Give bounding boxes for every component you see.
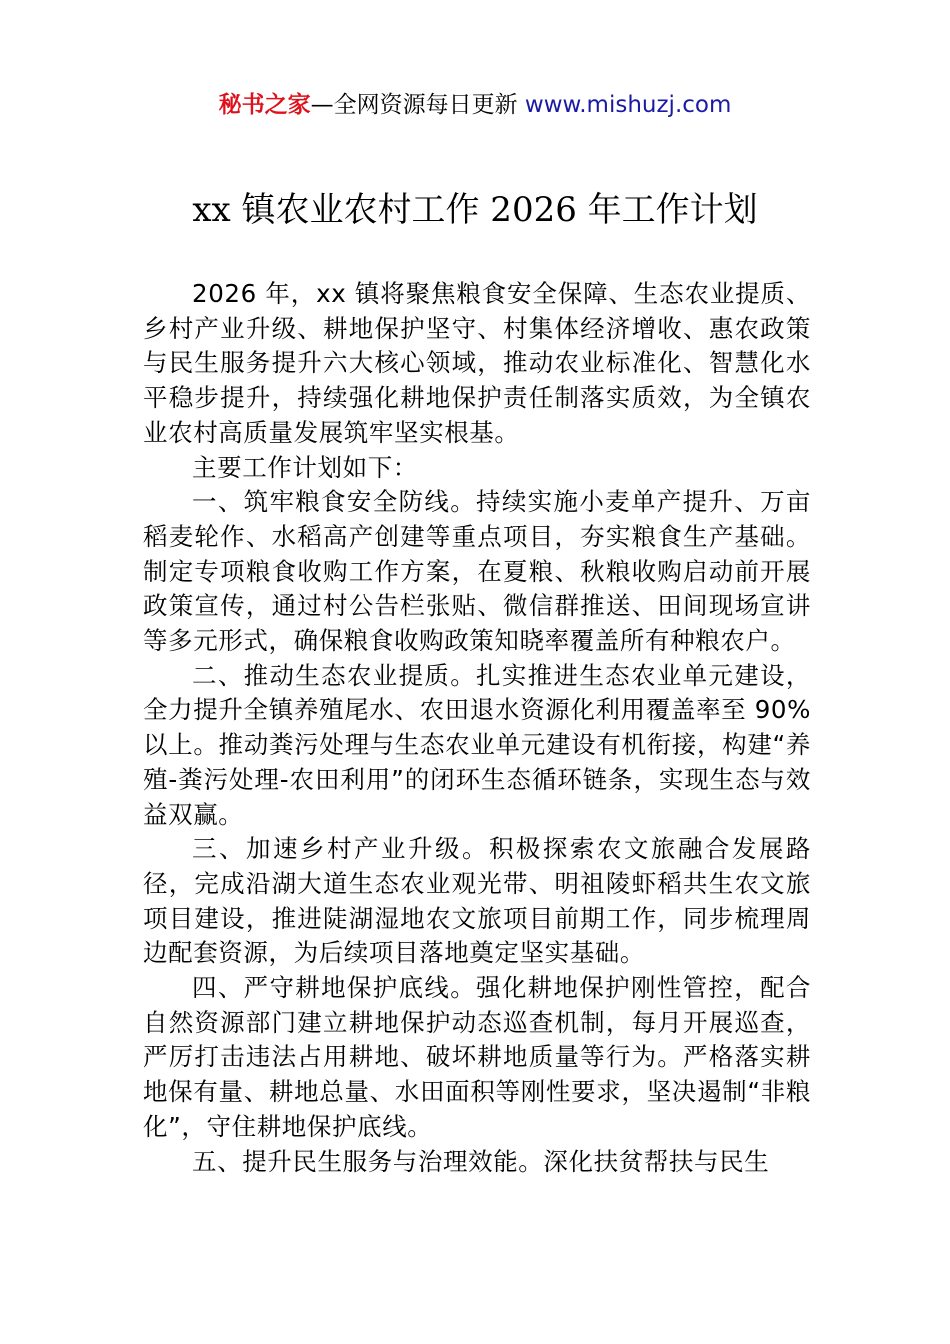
site-header xyxy=(0,90,950,120)
section-3-paragraph: 三、加速乡村产业升级。积极探索农文旅融合发展路径，完成沿湖大道生态农业观光带、明祖陵虾稻共生农文旅项目建设，推进陡湖湿地农文旅项目前期工作，同步梳理周边配套资源，为后续项目落地奠定坚实基础。 xyxy=(143,834,811,968)
site-brand: 秘书之家 xyxy=(218,92,311,118)
document-body xyxy=(143,277,811,1179)
section-4-paragraph: 四、严守耕地保护底线。强化耕地保护刚性管控，配合自然资源部门建立耕地保护动态巡查机制，每月开展巡查，严厉打击违法占用耕地、破坏耕地质量等行为。严格落实耕地保有量、耕地总量、水田面积等刚性要求，坚决遏制“非粮化”，守住耕地保护底线。 xyxy=(143,973,811,1141)
intro-paragraph: 2026 年，xx 镇将聚焦粮食安全保障、生态农业提质、乡村产业升级、耕地保护坚守、村集体经济增收、惠农政策与民生服务提升六大核心领域，推动农业标准化、智慧化水平稳步提升，持续强化耕地保护责任制落实质效，为全镇农业农村高质量发展筑牢坚实根基。 xyxy=(143,279,811,447)
section-5-paragraph: 五、提升民生服务与治理效能。深化扶贫帮扶与民生 xyxy=(192,1146,770,1176)
section-2-paragraph: 二、推动生态农业提质。扎实推进生态农业单元建设，全力提升全镇养殖尾水、农田退水资源化利用覆盖率至 90%以上。推动粪污处理与生态农业单元建设有机衔接，构建“养殖-粪污处理-农田利用”的闭环生态循环链条，实现生态与效益双赢。 xyxy=(143,660,811,829)
section-1-paragraph: 一、筑牢粮食安全防线。持续实施小麦单产提升、万亩稻麦轮作、水稻高产创建等重点项目，夯实粮食生产基础。制定专项粮食收购工作方案，在夏粮、秋粮收购启动前开展政策宣传，通过村公告栏张贴、微信群推送、田间现场宣讲等多元形式，确保粮食收购政策知晓率覆盖所有种粮农户。 xyxy=(143,487,811,656)
plan-lead-paragraph: 主要工作计划如下： xyxy=(192,452,418,482)
site-tagline: —全网资源每日更新 xyxy=(310,92,525,118)
document-title: xx 镇农业农村工作 2026 年工作计划 xyxy=(192,190,758,230)
site-url-link[interactable]: www.mishuzj.com xyxy=(524,92,732,118)
